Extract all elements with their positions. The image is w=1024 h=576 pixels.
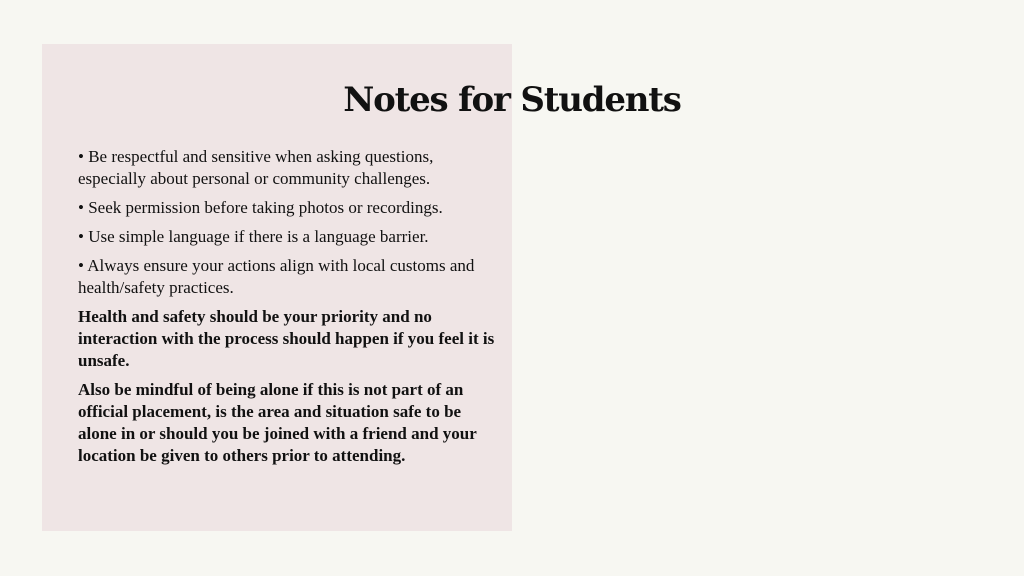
bullet-marker: • bbox=[78, 198, 84, 217]
bullet-text: Seek permission before taking photos or recordings. bbox=[88, 198, 443, 217]
safety-priority-note: Health and safety should be your priority and no interaction with the process should happen if you feel it is unsafe. bbox=[78, 307, 495, 370]
bullet-item bbox=[78, 197, 498, 219]
bullet-marker: • bbox=[78, 227, 84, 246]
notes-content bbox=[78, 146, 498, 474]
bullet-text: Use simple language if there is a language barrier. bbox=[88, 227, 429, 246]
bullet-text: Be respectful and sensitive when asking questions, especially about personal or community challenges. bbox=[78, 147, 434, 188]
bullet-item bbox=[78, 255, 498, 299]
bullet-marker: • bbox=[78, 256, 84, 275]
bullet-text: Always ensure your actions align with local customs and health/safety practices. bbox=[78, 256, 475, 297]
bullet-item bbox=[78, 146, 498, 190]
slide-title: Notes for Students bbox=[343, 80, 681, 120]
bullet-item bbox=[78, 226, 498, 248]
alone-safety-note: Also be mindful of being alone if this is not part of an official placement, is the area and situation safe to be alone in or should you be joined with a friend and your location be given to others prior to attending. bbox=[78, 380, 477, 465]
bullet-marker: • bbox=[78, 147, 84, 166]
